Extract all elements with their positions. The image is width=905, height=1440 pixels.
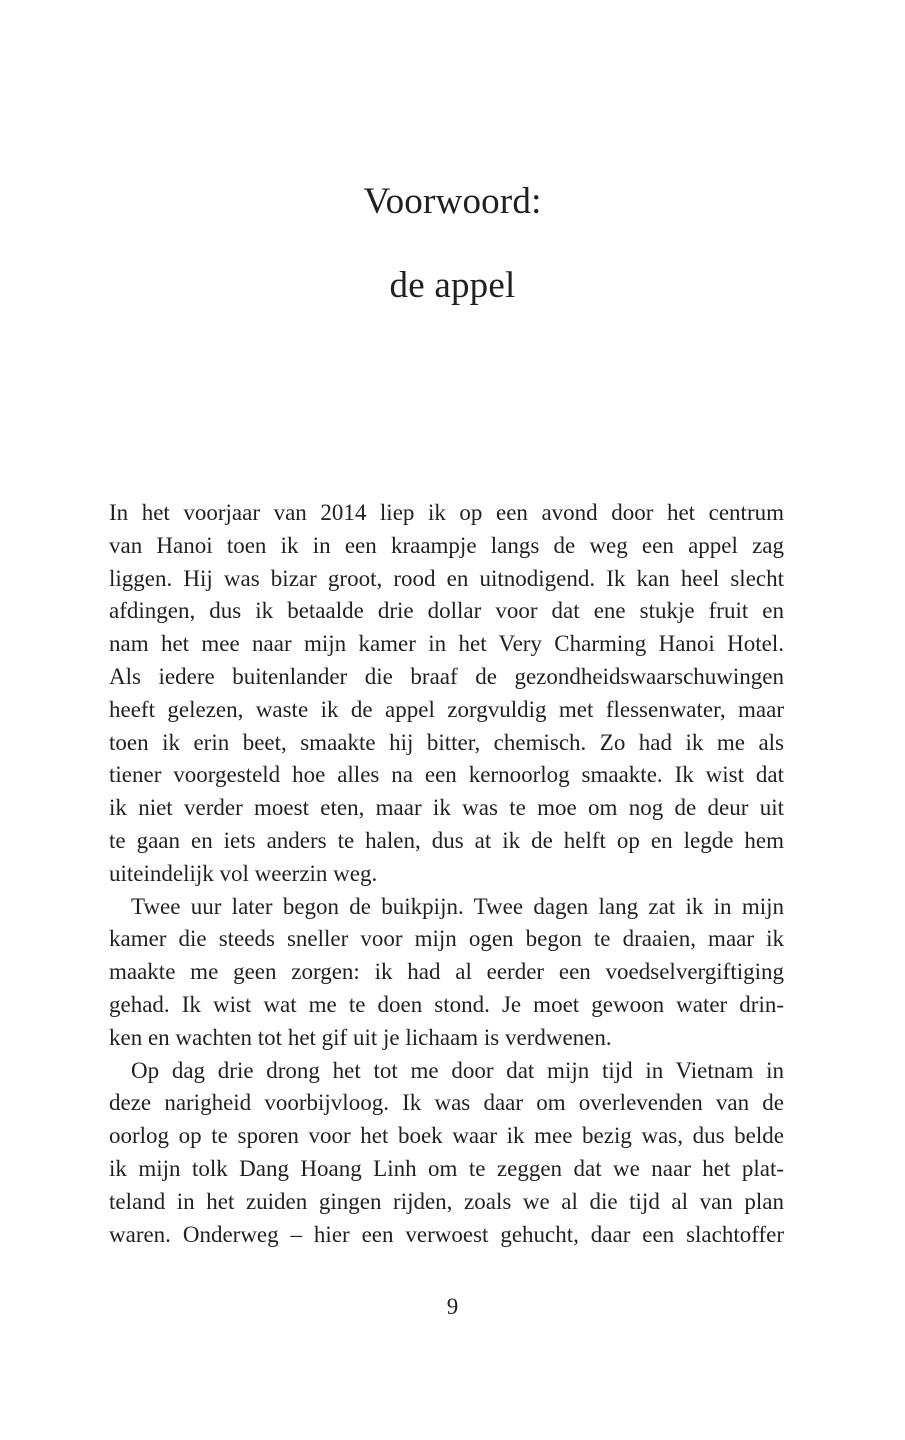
text-line: tiener voorgesteld hoe alles na een kernoorlog smaakte. Ik wist dat: [109, 762, 784, 788]
text-line: kamer die steeds sneller voor mijn ogen begon te draaien, maar ik: [109, 926, 784, 952]
text-line: In het voorjaar van 2014 liep ik op een avond door het centrum: [109, 500, 784, 525]
text-line: heeft gelezen, waste ik de appel zorgvuldig met flessenwater, maar: [109, 696, 784, 722]
chapter-title: [0, 160, 905, 328]
paragraph-2: [109, 891, 784, 1055]
text-line: Twee uur later begon de buikpijn. Twee dagen lang zat ik in mijn: [131, 893, 784, 919]
text-line: Op dag drie drong het tot me door dat mijn tijd in Vietnam in: [131, 1057, 784, 1083]
text-line: te gaan en iets anders te halen, dus at ik de helft op en legde hem: [109, 827, 784, 853]
paragraph-1: [109, 497, 784, 891]
text-line: nam het mee naar mijn kamer in het Very Charming Hanoi Hotel.: [109, 631, 784, 657]
text-line: ik mijn tolk Dang Hoang Linh om te zeggen dat we naar het plat-: [109, 1155, 784, 1181]
text-line: Als iedere buitenlander die braaf de gezondheidswaarschuwingen: [109, 663, 784, 689]
body-text: [109, 497, 784, 1251]
text-line: afdingen, dus ik betaalde drie dollar voor dat ene stukje fruit en: [109, 598, 784, 624]
text-line: gehad. Ik wist wat me te doen stond. Je moet gewoon water drin-: [109, 991, 784, 1017]
text-line: waren. Onderweg – hier een verwoest gehucht, daar een slachtoffer: [109, 1221, 784, 1247]
text-line: teland in het zuiden gingen rijden, zoals we al die tijd al van plan: [109, 1188, 784, 1214]
page-number: 9: [446, 1294, 459, 1319]
chapter-title-line-1: Voorwoord:: [363, 181, 542, 222]
text-line: van Hanoi toen ik in een kraampje langs de weg een appel zag: [109, 532, 784, 558]
text-line: ik niet verder moest eten, maar ik was te moe om nog de deur uit: [109, 795, 784, 821]
text-line: ken en wachten tot het gif uit je lichaam is verdwenen.: [109, 1024, 612, 1050]
text-line: maakte me geen zorgen: ik had al eerder een voedselvergiftiging: [109, 959, 784, 985]
text-line: liggen. Hij was bizar groot, rood en uitnodigend. Ik kan heel slecht: [109, 565, 784, 591]
chapter-title-line-2: de appel: [389, 265, 516, 306]
paragraph-3: [109, 1055, 784, 1252]
text-line: oorlog op te sporen voor het boek waar ik mee bezig was, dus belde: [109, 1123, 784, 1149]
text-line: uiteindelijk vol weerzin weg.: [109, 860, 378, 886]
text-line: toen ik erin beet, smaakte hij bitter, chemisch. Zo had ik me als: [109, 729, 784, 755]
text-line: deze narigheid voorbijvloog. Ik was daar om overlevenden van de: [109, 1090, 784, 1116]
